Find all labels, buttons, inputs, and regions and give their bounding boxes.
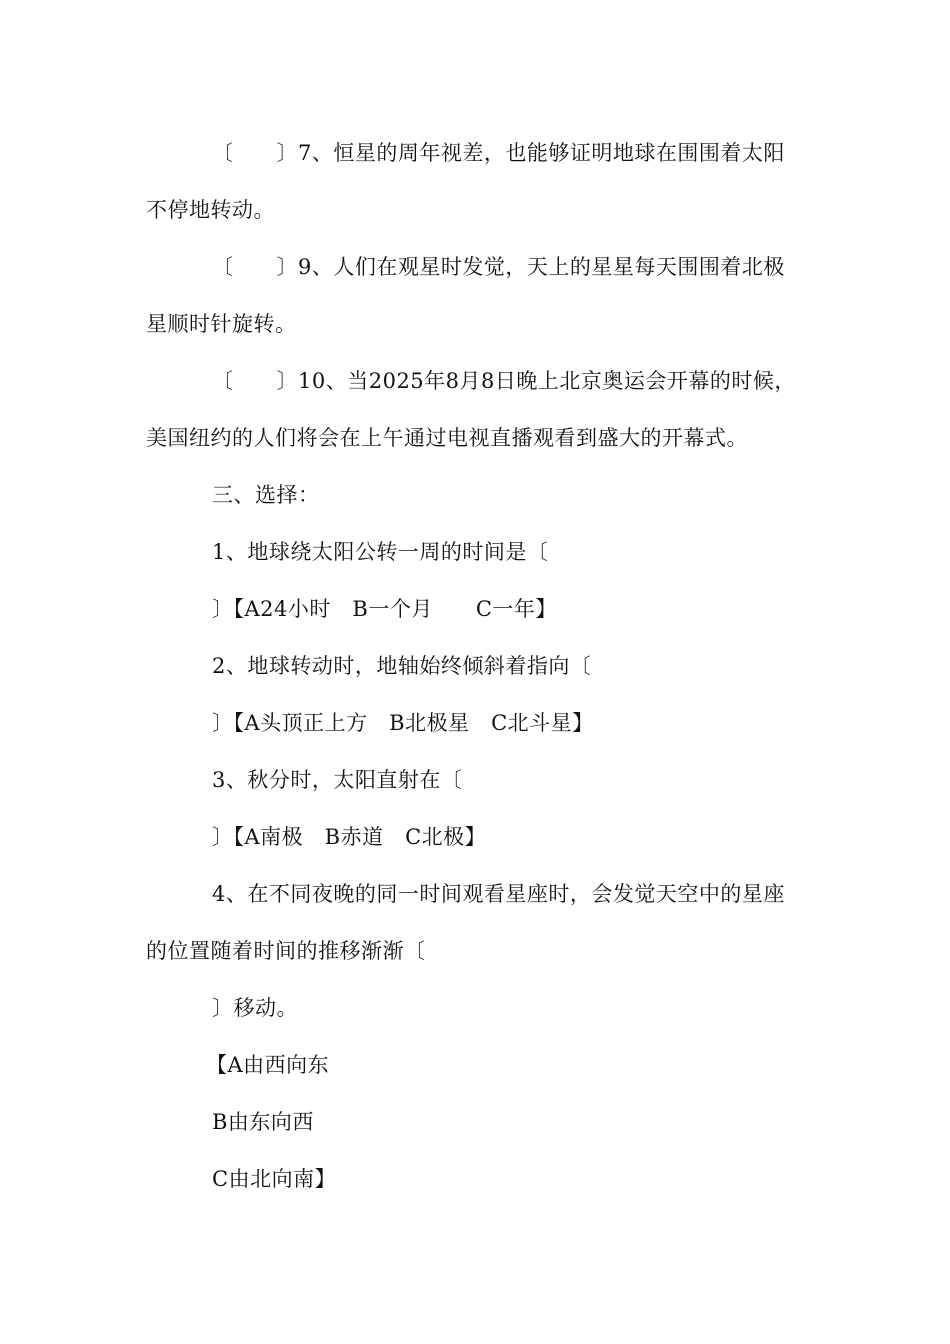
mc-item-3-question: 3、秋分时，太阳直射在〔 — [212, 768, 463, 792]
tf-item-10-line-1: 〔 〕10、当2025年8月8日晚上北京奥运会开幕的时候， — [212, 369, 796, 393]
tf-item-9-line-2: 星顺时针旋转。 — [146, 312, 297, 336]
tf-item-9-line-1: 〔 〕9、人们在观星时发觉，天上的星星每天围围着北极 — [212, 255, 785, 279]
mc-item-4-question-line-2: 的位置随着时间的推移渐渐〔 — [146, 939, 426, 963]
mc-item-4-option-c: C由北向南】 — [212, 1167, 337, 1191]
mc-item-4-option-b: B由东向西 — [212, 1110, 314, 1134]
mc-item-2-question: 2、地球转动时，地轴始终倾斜着指向〔 — [212, 654, 592, 678]
mc-item-2-options: 〕【A头顶正上方 B北极星 C北斗星】 — [212, 711, 594, 735]
mc-item-4-option-a: 【A由西向东 — [206, 1053, 330, 1077]
mc-item-4-question-line-3: 〕移动。 — [212, 996, 298, 1020]
section-heading-choice: 三、选择： — [212, 483, 320, 507]
mc-item-3-options: 〕【A南极 B赤道 C北极】 — [212, 825, 487, 849]
mc-item-4-question-line-1: 4、在不同夜晚的同一时间观看星座时，会发觉天空中的星座 — [212, 882, 785, 906]
tf-item-7-line-2: 不停地转动。 — [146, 198, 275, 222]
tf-item-7-line-1: 〔 〕7、恒星的周年视差，也能够证明地球在围围着太阳 — [212, 141, 785, 165]
mc-item-1-question: 1、地球绕太阳公转一周的时间是〔 — [212, 540, 549, 564]
mc-item-1-options: 〕【A24小时 B一个月 C一年】 — [212, 597, 557, 621]
tf-item-10-line-2: 美国纽约的人们将会在上午通过电视直播观看到盛大的开幕式。 — [146, 426, 748, 450]
